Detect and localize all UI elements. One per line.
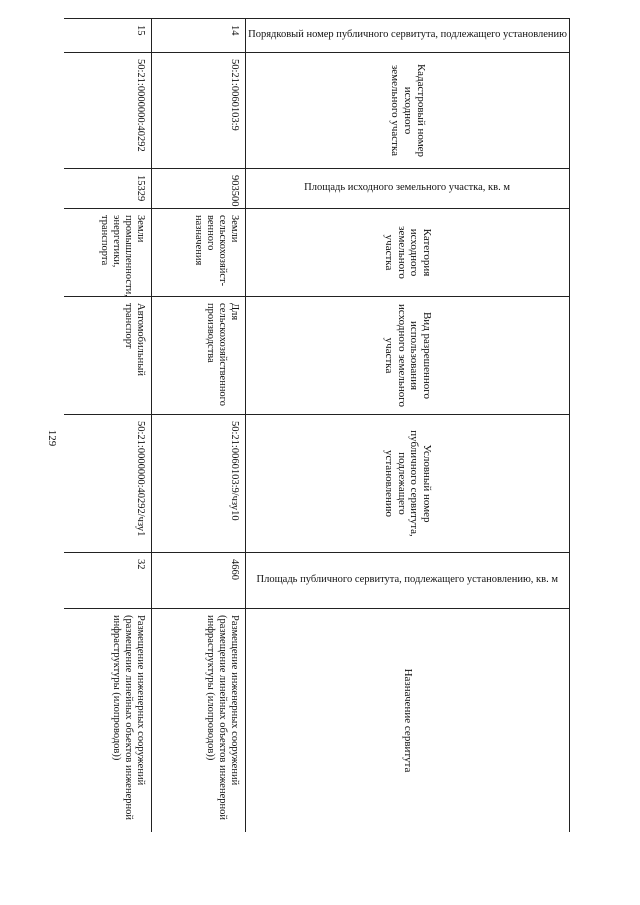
cell-purpose: Размещение инженерных сооружений (размещение линейных объектов инженерной инфраструктуры (илопроводов)) [64, 609, 152, 833]
cell-num: 14 [152, 19, 246, 53]
cell-area: 903500 [152, 169, 246, 209]
header-servitude-area: Площадь публичного сервитута, подлежащего установлению, кв. м [246, 553, 570, 609]
header-cadastral-number: Кадастровый номер исходного земельного участка [246, 53, 570, 169]
rotated-table-frame [64, 18, 570, 832]
table-container [64, 18, 570, 832]
cell-num: 15 [64, 19, 152, 53]
cell-use: Автомобильный транспорт [64, 297, 152, 415]
cell-cadastral: 50:21:0060103:9 [152, 53, 246, 169]
cell-area: 15329 [64, 169, 152, 209]
header-servitude-number: Условный номер публичного сервитута, подлежащего установлению [246, 415, 570, 553]
cell-servitude-area: 4660 [152, 553, 246, 609]
page-number: 129 [46, 429, 58, 447]
servitude-table [64, 18, 570, 832]
cell-category: Земли промышленности, энергетики, транспорта [64, 209, 152, 297]
table-header-row [246, 19, 570, 833]
table-row [64, 19, 152, 833]
cell-cadastral: 50:21:0000000:40292 [64, 53, 152, 169]
cell-servitude-num: 50:21:0000000:40292/чзу1 [64, 415, 152, 553]
cell-category: Земли сельскохозяйст-венного назначения [152, 209, 246, 297]
header-serial-number: Порядковый номер публичного сервитута, подлежащего установлению [246, 19, 570, 53]
cell-purpose: Размещение инженерных сооружений (размещение линейных объектов инженерной инфраструктуры (илопроводов)) [152, 609, 246, 833]
cell-servitude-num: 50:21:0060103:9/чзу10 [152, 415, 246, 553]
header-permitted-use: Вид разрешенного использования исходного земельного участка [246, 297, 570, 415]
table-row [152, 19, 246, 833]
cell-servitude-area: 32 [64, 553, 152, 609]
header-servitude-purpose: Назначение сервитута [246, 609, 570, 833]
cell-use: Для сельскохозяйственного производства [152, 297, 246, 415]
header-source-area: Площадь исходного земельного участка, кв. м [246, 169, 570, 209]
header-land-category: Категория исходного земельного участка [246, 209, 570, 297]
